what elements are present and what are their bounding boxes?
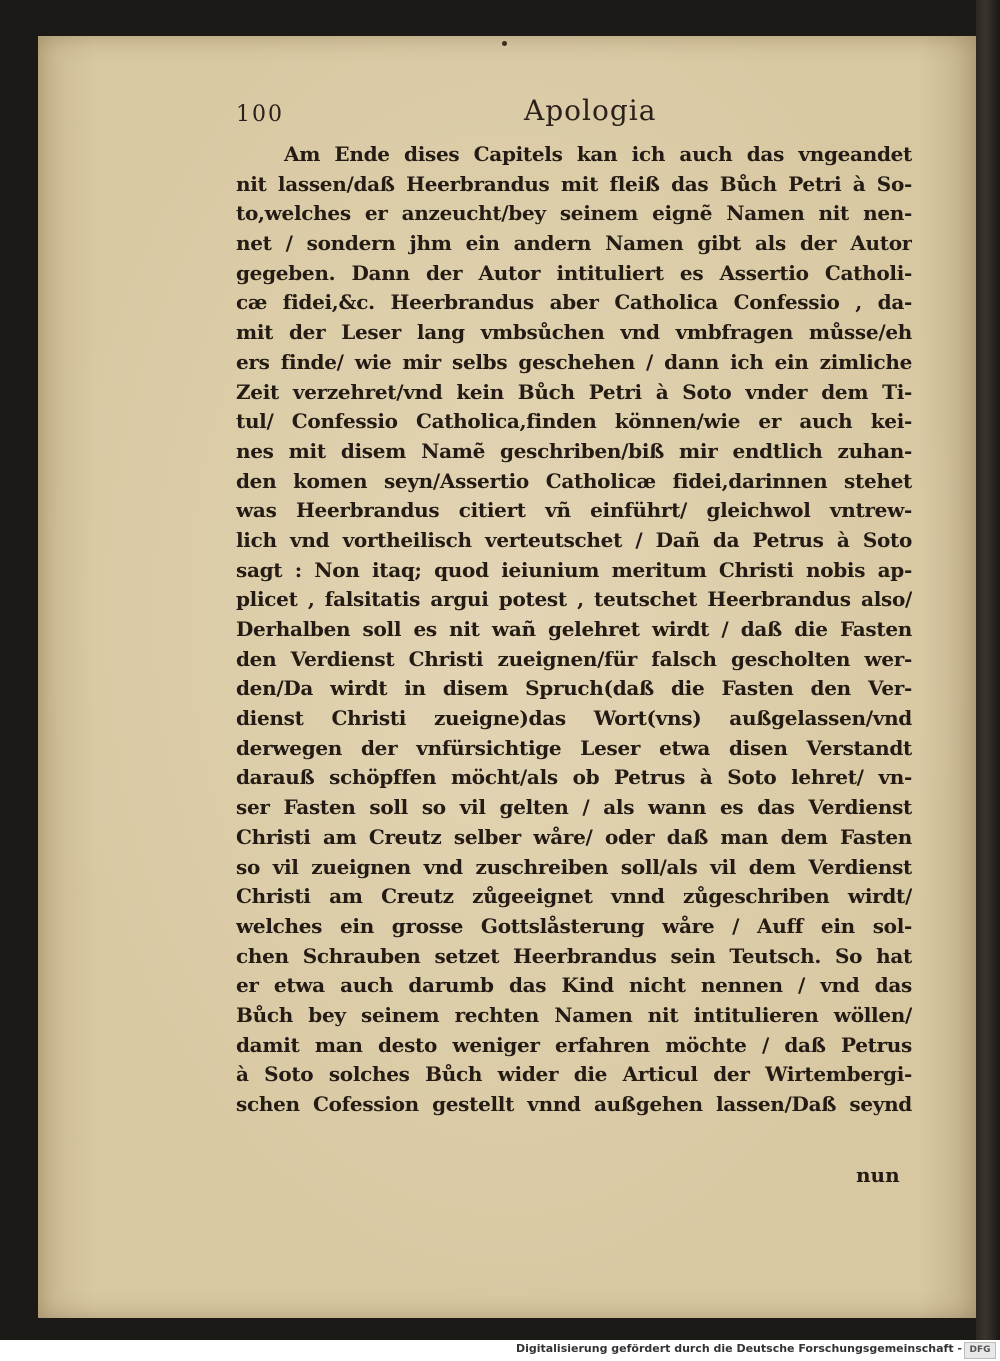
body-text bbox=[236, 140, 912, 1120]
text-line: den/Da wirdt in disem Spruch(daß die Fasten den Ver- bbox=[236, 676, 912, 701]
text-line: den komen seyn/Assertio Catholicæ fidei,darinnen stehet bbox=[236, 468, 912, 493]
text-line: was Heerbrandus citiert vñ einführt/ gleichwol vntrew- bbox=[236, 498, 912, 523]
text-line: à Soto solches Bůch wider die Articul der Wirtembergi- bbox=[236, 1062, 912, 1087]
text-line: lich vnd vortheilisch verteutschet / Dañ da Petrus à Soto bbox=[236, 527, 912, 552]
page-header bbox=[236, 94, 916, 134]
text-line: cæ fidei,&c. Heerbrandus aber Catholica Confessio , da- bbox=[236, 290, 912, 315]
page-number: 100 bbox=[236, 102, 284, 127]
text-line: Bůch bey seinem rechten Namen nit intitulieren wöllen/ bbox=[236, 1002, 912, 1027]
book-edge bbox=[976, 0, 1000, 1340]
text-line: schen Cofession gestellt vnnd außgehen lassen/Daß seynd bbox=[236, 1092, 912, 1116]
text-line: derwegen der vnfürsichtige Leser etwa disen Verstandt bbox=[236, 735, 912, 760]
text-line: net / sondern jhm ein andern Namen gibt als der Autor bbox=[236, 231, 912, 256]
text-line: Am Ende dises Capitels kan ich auch das vngeandet bbox=[284, 142, 912, 166]
text-line: damit man desto weniger erfahren möchte / daß Petrus bbox=[236, 1032, 912, 1057]
text-line: tul/ Confessio Catholica,finden können/wie er auch kei- bbox=[236, 409, 912, 434]
text-line: so vil zueignen vnd zuschreiben soll/als vil dem Verdienst bbox=[236, 854, 912, 879]
text-line: gegeben. Dann der Autor intituliert es Assertio Catholi- bbox=[236, 260, 912, 285]
text-line: ers finde/ wie mir selbs geschehen / dann ich ein zimliche bbox=[236, 349, 912, 374]
funding-credit: Digitalisierung gefördert durch die Deutsche Forschungsgemeinschaft - bbox=[515, 1342, 962, 1355]
text-line: mit der Leser lang vmbsůchen vnd vmbfragen můsse/eh bbox=[236, 320, 912, 345]
footer-bar bbox=[0, 1340, 1000, 1361]
text-line: dienst Christi zueigne)das Wort(vns) außgelassen/vnd bbox=[236, 706, 912, 731]
text-line: den Verdienst Christi zueignen/für falsch gescholten wer- bbox=[236, 646, 912, 671]
dfg-logo-icon: DFG bbox=[964, 1342, 996, 1359]
text-line: chen Schrauben setzet Heerbrandus sein Teutsch. So hat bbox=[236, 943, 912, 968]
text-line: ser Fasten soll so vil gelten / als wann es das Verdienst bbox=[236, 795, 912, 820]
text-line: nit lassen/daß Heerbrandus mit fleiß das Bůch Petri à So- bbox=[236, 171, 912, 196]
text-line: Christi am Creutz selber wåre/ oder daß man dem Fasten bbox=[236, 824, 912, 849]
text-line: Zeit verzehret/vnd kein Bůch Petri à Soto vnder dem Ti- bbox=[236, 379, 912, 404]
text-line: to,welches er anzeucht/bey seinem eignẽ Namen nit nen- bbox=[236, 201, 912, 226]
ink-dot bbox=[502, 41, 507, 46]
text-line: Christi am Creutz zůgeeignet vnnd zůgeschriben wirdt/ bbox=[236, 884, 912, 909]
text-line: plicet , falsitatis argui potest , teutschet Heerbrandus also/ bbox=[236, 587, 912, 612]
catchword: nun bbox=[856, 1163, 900, 1187]
text-line: darauß schöpffen möcht/als ob Petrus à Soto lehret/ vn- bbox=[236, 765, 912, 790]
text-line: er etwa auch darumb das Kind nicht nennen / vnd das bbox=[236, 973, 912, 998]
running-head: Apologia bbox=[524, 94, 657, 127]
text-line: Derhalben soll es nit wañ gelehret wirdt / daß die Fasten bbox=[236, 617, 912, 641]
text-line: nes mit disem Namẽ geschriben/biß mir endtlich zuhan- bbox=[236, 438, 912, 463]
text-line: welches ein grosse Gottslåsterung wåre / Auff ein sol- bbox=[236, 913, 912, 938]
text-line: sagt : Non itaq; quod ieiunium meritum Christi nobis ap- bbox=[236, 557, 912, 582]
